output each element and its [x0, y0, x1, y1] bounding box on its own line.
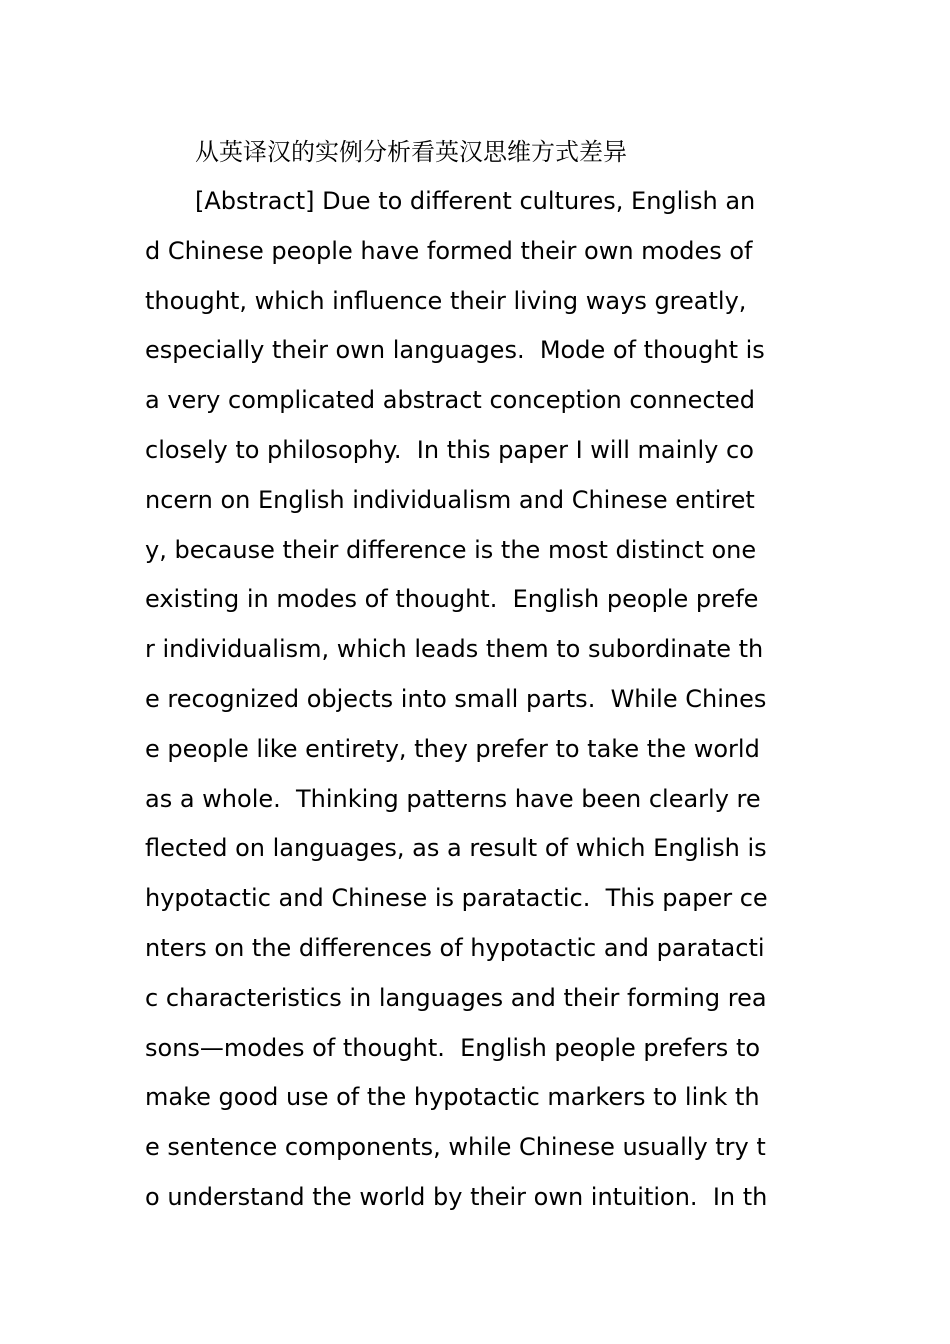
abstract-line: r individualism, which leads them to subordinate th [145, 635, 764, 664]
abstract-line: e recognized objects into small parts. While Chines [145, 684, 767, 713]
abstract-line: nters on the differences of hypotactic and paratacti [145, 933, 765, 962]
abstract-line: c characteristics in languages and their forming rea [145, 983, 767, 1012]
abstract-line: y, because their difference is the most distinct one [145, 535, 757, 564]
abstract-line: d Chinese people have formed their own modes of [145, 236, 753, 265]
abstract-line: hypotactic and Chinese is paratactic. This paper ce [145, 884, 768, 913]
abstract-line: existing in modes of thought. English people prefe [145, 585, 759, 614]
abstract-line: [Abstract] Due to different cultures, English an [195, 187, 756, 215]
abstract-line: make good use of the hypotactic markers to link th [145, 1083, 760, 1112]
abstract-line: e sentence components, while Chinese usually try t [145, 1133, 766, 1162]
abstract-line: closely to philosophy. In this paper I will mainly co [145, 435, 754, 464]
abstract-line: ncern on English individualism and Chinese entiret [145, 485, 755, 514]
abstract-line: o understand the world by their own intuition. In th [145, 1182, 768, 1211]
document-title: 从英译汉的实例分析看英汉思维方式差异 [195, 138, 627, 166]
abstract-line: sons—modes of thought. English people prefers to [145, 1033, 761, 1062]
abstract-paragraph [145, 177, 825, 1223]
abstract-line: especially their own languages. Mode of thought is [145, 336, 765, 365]
abstract-line: a very complicated abstract conception connected [145, 386, 755, 415]
abstract-line: thought, which influence their living ways greatly, [145, 286, 747, 315]
abstract-line: e people like entirety, they prefer to take the world [145, 734, 760, 763]
abstract-line: flected on languages, as a result of which English is [145, 834, 767, 863]
abstract-line: as a whole. Thinking patterns have been clearly re [145, 784, 761, 813]
